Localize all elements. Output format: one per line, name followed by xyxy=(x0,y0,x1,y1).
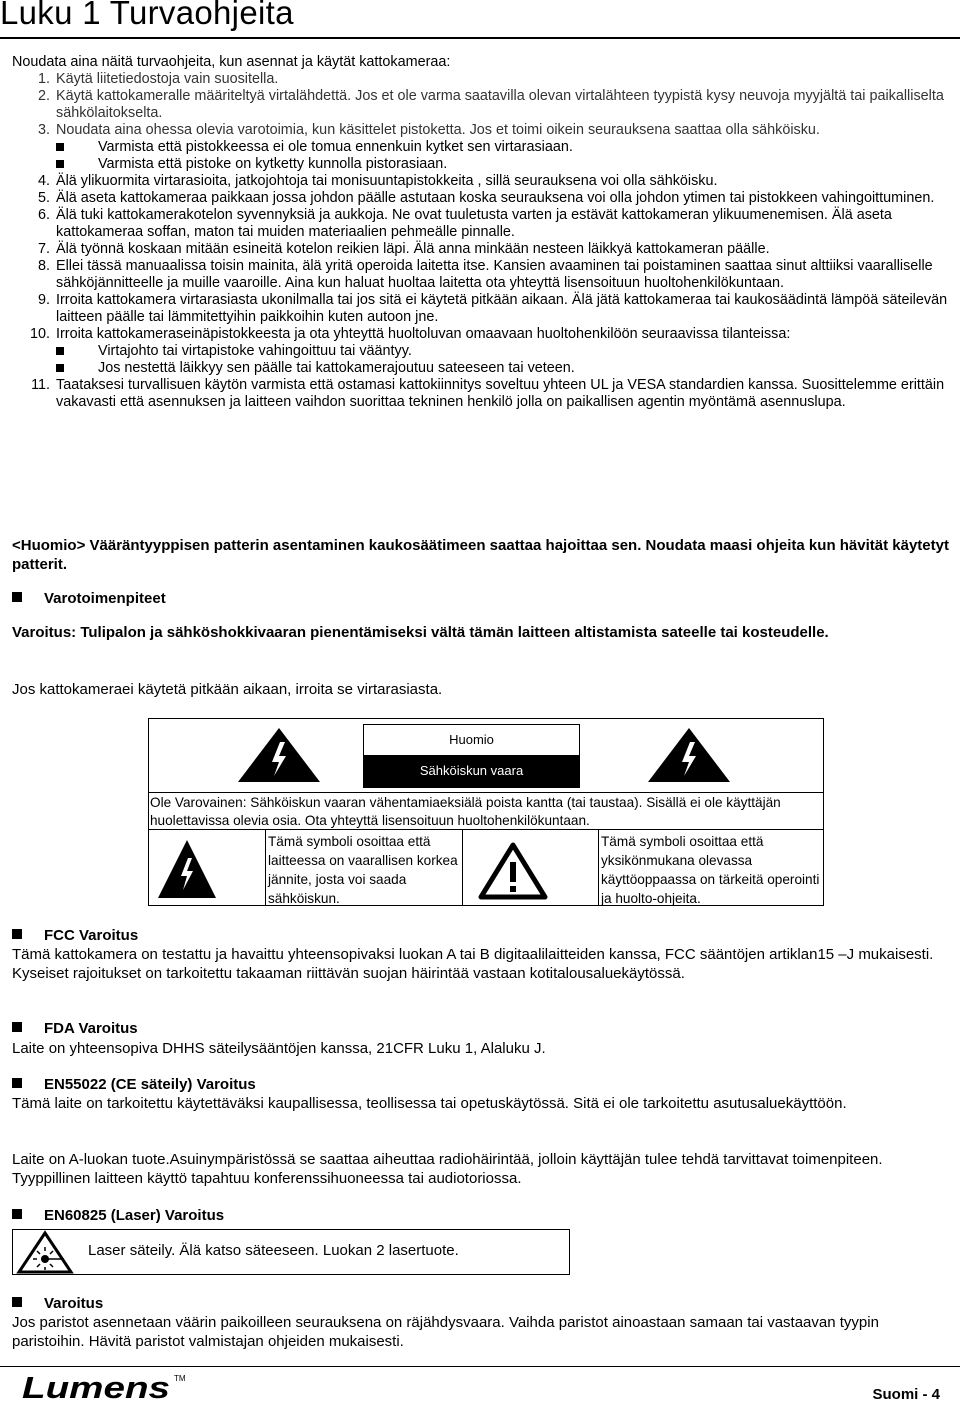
footer-divider xyxy=(0,1366,960,1367)
title-divider xyxy=(0,37,960,39)
fda-heading: FDA Varoitus xyxy=(12,1019,138,1038)
list-item: 4. Älä ylikuormita virtarasioita, jatkojohtoja tai monisuuntapistokkeita , sillä seurauksena voi olla sähköisku. xyxy=(37,173,718,189)
bullet-square-icon xyxy=(12,592,22,602)
list-bullet: Varmista että pistokkeessa ei ole tomua ennenkuin kytket sen virtarasiaan. xyxy=(12,139,956,156)
caution-text: Ole Varovainen: Sähköiskun vaaran vähentamiaeksiälä poista kantta (tai taustaa). Sisällä ei ole käyttäjän huolettavissa olevia osia. Ota yhteyttä lisensoituun huoltohenkilökuntaan. xyxy=(150,795,781,828)
intro-text: Noudata aina näitä turvaohjeita, kun asennat ja käytät kattokameraa: xyxy=(12,54,451,70)
en60825-heading: EN60825 (Laser) Varoitus xyxy=(12,1206,224,1225)
divider xyxy=(148,829,824,830)
page-title: Luku 1 Turvaohjeita xyxy=(0,0,294,31)
precautions-heading: Varotoimenpiteet xyxy=(12,589,166,608)
bullet-square-icon xyxy=(56,364,64,372)
trademark-mark: TM xyxy=(174,1374,186,1383)
laser-warning-text: Laser säteily. Älä katso säteeseen. Luokan 2 lasertuote. xyxy=(88,1242,459,1259)
caution-label-title: Huomio xyxy=(449,732,494,747)
fcc-text: Tämä kattokamera on testattu ja havaittu yhteensopivaksi luokan A tai B digitaalilaitteiden kanssa, FCC sääntöjen artiklan15 –J mukaisesti. Kyseiset rajoitukset on tarkoitettu takaaman riittävän suojan häirintää vastaan kotitalousaluekäytössä. xyxy=(12,946,934,982)
bullet-square-icon xyxy=(12,1022,22,1032)
high-voltage-warning-icon xyxy=(646,726,732,784)
voltage-symbol-text: Tämä symboli osoittaa että laitteessa on vaarallisen korkea jännite, josta voi saada sähköiskun. xyxy=(268,834,458,906)
list-item: 9. Irroita kattokamera virtarasiasta ukonilmalla tai jos sitä ei käytetä pitkään aikaan. Älä jätä kattokameraa tai kaukosäädintä lämpöä säteilevän laitteen päälle tai lämmitettyihin paikkoihin kuten autoon jne. xyxy=(37,292,948,325)
exclamation-warning-icon xyxy=(478,842,548,900)
list-item: 2. Käytä kattokameralle määriteltyä virtalähdettä. Jos et ole varma saatavilla olevan virtalähteen tyypistä kysy neuvoja myyjältä tai paikalliselta sähkölaitokselta. xyxy=(37,88,944,121)
precautions-unplug: Jos kattokameraei käytetä pitkään aikaan, irroita se virtarasiasta. xyxy=(12,681,443,698)
divider xyxy=(462,829,463,906)
bullet-square-icon xyxy=(12,1209,22,1219)
lumens-logo xyxy=(20,1372,172,1402)
bullet-square-icon xyxy=(56,347,64,355)
instruction-symbol-text: Tämä symboli osoittaa että yksikönmukana olevassa käyttöoppaassa on tärkeitä operointi ja huolto-ohjeita. xyxy=(601,834,820,906)
bullet-square-icon xyxy=(56,143,64,151)
battery-warning-heading: Varoitus xyxy=(12,1294,103,1313)
remote-battery-note: <Huomio> Vääräntyyppisen patterin asentaminen kaukosäätimeen saattaa hajoittaa sen. Noudata maasi ohjeita kun hävität käytetyt patterit. xyxy=(12,537,949,573)
list-bullet: Jos nestettä läikkyy sen päälle tai kattokamerajoutuu sateeseen tai veteen. xyxy=(12,360,956,377)
bullet-square-icon xyxy=(56,160,64,168)
list-item: 7. Älä työnnä koskaan mitään esineitä kotelon reikien läpi. Älä anna minkään nesteen läikkyä kattokameran päälle. xyxy=(37,241,770,257)
caution-label xyxy=(363,724,580,788)
en55022-heading: EN55022 (CE säteily) Varoitus xyxy=(12,1075,256,1094)
list-bullet: Virtajohto tai virtapistoke vahingoittuu tai vääntyy. xyxy=(12,343,956,360)
list-item: 11. Taataksesi turvallisuen käytön varmista että ostamasi kattokiinnitys soveltuu yhteen UL ja VESA standardien kanssa. Suosittelemme erittäin vakavasti että asennuksen ja laitteen vaihdon suorittaa tekninen henkilö jolla on paikallisen agentin myöntämä asennuslupa. xyxy=(31,377,945,410)
high-voltage-symbol-icon xyxy=(156,838,218,900)
list-bullet: Varmista että pistoke on kytketty kunnolla pistorasiaan. xyxy=(12,156,956,173)
fcc-heading: FCC Varoitus xyxy=(12,926,138,945)
list-item: 3. Noudata aina ohessa olevia varotoimia, kun käsittelet pistoketta. Jos et toimi oikein seurauksena saattaa olla sähköisku. xyxy=(37,122,820,138)
list-item: 5. Älä aseta kattokameraa paikkaan jossa johdon päälle astutaan koska seurauksena voi olla johdon ytimen tai pistokkeen vahingoittuminen. xyxy=(37,190,935,206)
bullet-square-icon xyxy=(12,1297,22,1307)
list-item: 6. Älä tuki kattokamerakotelon syvennyksiä ja aukkoja. Ne ovat tuuletusta varten ja estävät kattokameran ylikuumenemisen. Älä aseta kattokameraa soffan, maton tai muiden materiaalien pehmeälle pinnalle. xyxy=(37,207,892,240)
bullet-square-icon xyxy=(12,1078,22,1088)
battery-warning-text: Jos paristot asennetaan väärin paikoilleen seurauksena on räjähdysvaara. Vaihda paristot ainoastaan samaan tai vastaavan tyypin paristoihin. Hävitä paristot valmistajan ohjeiden mukaisesti. xyxy=(12,1314,879,1350)
precautions-warning: Varoitus: Tulipalon ja sähköshokkivaaran pienentämiseksi vältä tämän laitteen altistamista sateelle tai kosteudelle. xyxy=(12,624,829,641)
safety-list xyxy=(12,71,956,411)
svg-text:Lumens: Lumens xyxy=(22,1372,170,1402)
fda-text: Laite on yhteensopiva DHHS säteilysääntöjen kanssa, 21CFR Luku 1, Alaluku J. xyxy=(12,1040,546,1057)
divider xyxy=(598,829,599,906)
list-item: 8. Ellei tässä manuaalissa toisin mainita, älä yritä operoida laitetta itse. Kansien avaaminen tai poistaminen saattaa sinut alttiiksi vaaralliselle sähköjännitteelle ja muille vaaroille. Aina kun haluat huoltaa laitetta ota yhteyttä lisensoituun huoltohenkilökuntaan. xyxy=(37,258,933,291)
en55022-text-2: Laite on A-luokan tuote.Asuinympäristössä se saattaa aiheuttaa radiohäirintää, jolloin käyttäjän tulee tehdä tarvittavat toimenpiteen. Tyyppillinen laitteen käyttö tapahtuu konferenssihuoneessa tai audiotoriossa. xyxy=(12,1151,883,1187)
en55022-text-1: Tämä laite on tarkoitettu käytettäväksi kaupallisessa, teollisessa tai opetuskäytössä. Sitä ei ole tarkoitettu asutusaluekäyttöön. xyxy=(12,1095,847,1112)
divider xyxy=(265,829,266,906)
list-item: 10. Irroita kattokameraseinäpistokkeesta ja ota yhteyttä huoltoluvan omaavaan huoltohenkilöön seuraavissa tilanteissa: xyxy=(29,326,791,342)
shock-hazard-label: Sähköiskun vaara xyxy=(364,755,579,787)
laser-radiation-icon xyxy=(16,1230,74,1274)
high-voltage-warning-icon xyxy=(236,726,322,784)
page-number: Suomi - 4 xyxy=(872,1386,940,1403)
bullet-square-icon xyxy=(12,929,22,939)
divider xyxy=(148,792,824,793)
list-item: 1. Käytä liitetiedostoja vain suositella. xyxy=(37,71,279,87)
